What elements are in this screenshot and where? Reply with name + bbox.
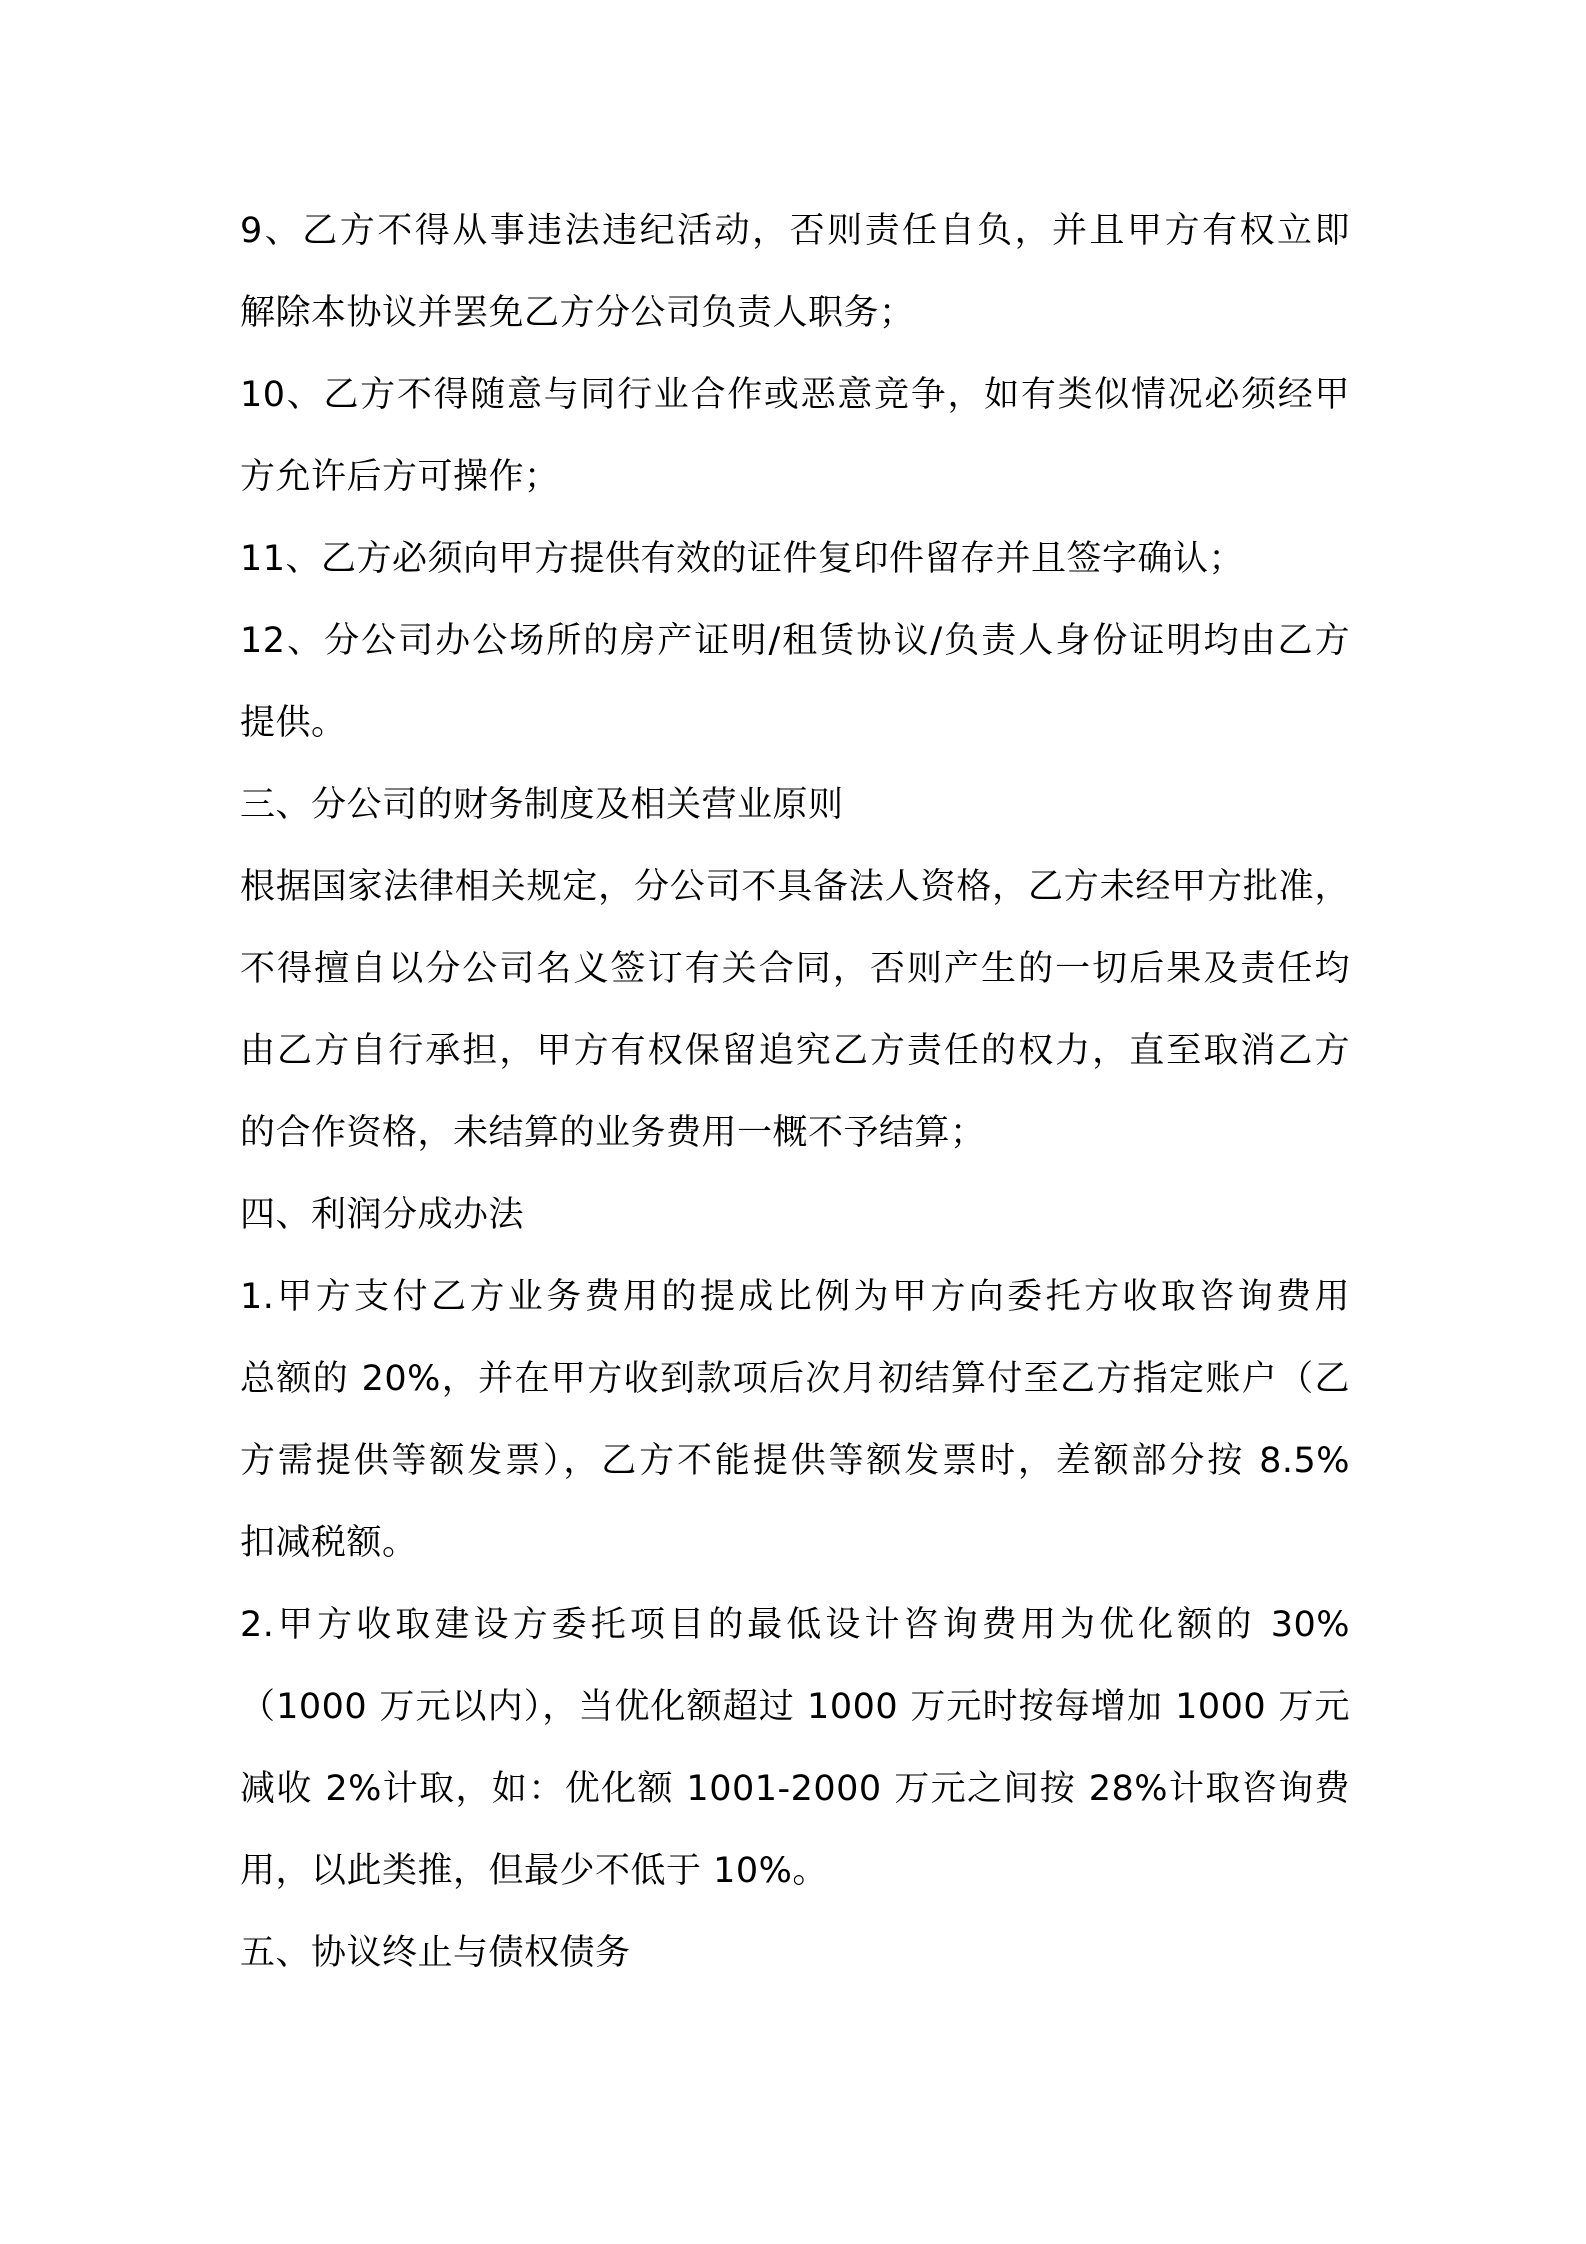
clause-9-line-2: 解除本协议并罢免乙方分公司负责人职务； xyxy=(240,293,915,333)
section-4-item-2-line-3: 减收 2%计取，如：优化额 1001-2000 万元之间按 28%计取咨询费 xyxy=(240,1769,1350,1809)
clause-12-line-2: 提供。 xyxy=(240,703,347,743)
clause-11-line-1: 11、乙方必须向甲方提供有效的证件复印件留存并且签字确认； xyxy=(240,539,1245,579)
section-3-para-line-4: 的合作资格，未结算的业务费用一概不予结算； xyxy=(240,1113,986,1153)
section-3-para-line-1: 根据国家法律相关规定，分公司不具备法人资格，乙方未经甲方批准， xyxy=(240,867,1350,907)
section-4-heading: 四、利润分成办法 xyxy=(240,1195,525,1235)
section-4-item-1-line-1: 1.甲方支付乙方业务费用的提成比例为甲方向委托方收取咨询费用 xyxy=(240,1277,1350,1317)
section-3-heading: 三、分公司的财务制度及相关营业原则 xyxy=(240,785,844,825)
clause-10-line-2: 方允许后方可操作； xyxy=(240,457,560,497)
document-body xyxy=(240,190,1350,1994)
section-4-item-2-line-4: 用，以此类推，但最少不低于 10%。 xyxy=(240,1851,828,1891)
section-4-item-2-line-2: （1000 万元以内），当优化额超过 1000 万元时按每增加 1000 万元 xyxy=(240,1687,1350,1727)
section-4-item-1-line-2: 总额的 20%，并在甲方收到款项后次月初结算付至乙方指定账户（乙 xyxy=(240,1359,1350,1399)
section-5-heading: 五、协议终止与债权债务 xyxy=(240,1933,631,1973)
section-4-item-1-line-4: 扣减税额。 xyxy=(240,1523,418,1563)
clause-12-line-1: 12、分公司办公场所的房产证明/租赁协议/负责人身份证明均由乙方 xyxy=(240,621,1350,661)
section-4-item-1-line-3: 方需提供等额发票），乙方不能提供等额发票时，差额部分按 8.5% xyxy=(240,1441,1350,1481)
clause-10-line-1: 10、乙方不得随意与同行业合作或恶意竞争，如有类似情况必须经甲 xyxy=(240,375,1350,415)
clause-9-line-1: 9、乙方不得从事违法违纪活动，否则责任自负，并且甲方有权立即 xyxy=(240,211,1350,251)
section-4-item-2-line-1: 2.甲方收取建设方委托项目的最低设计咨询费用为优化额的 30% xyxy=(240,1605,1350,1645)
section-3-para-line-2: 不得擅自以分公司名义签订有关合同，否则产生的一切后果及责任均 xyxy=(240,949,1350,989)
section-3-para-line-3: 由乙方自行承担，甲方有权保留追究乙方责任的权力，直至取消乙方 xyxy=(240,1031,1350,1071)
